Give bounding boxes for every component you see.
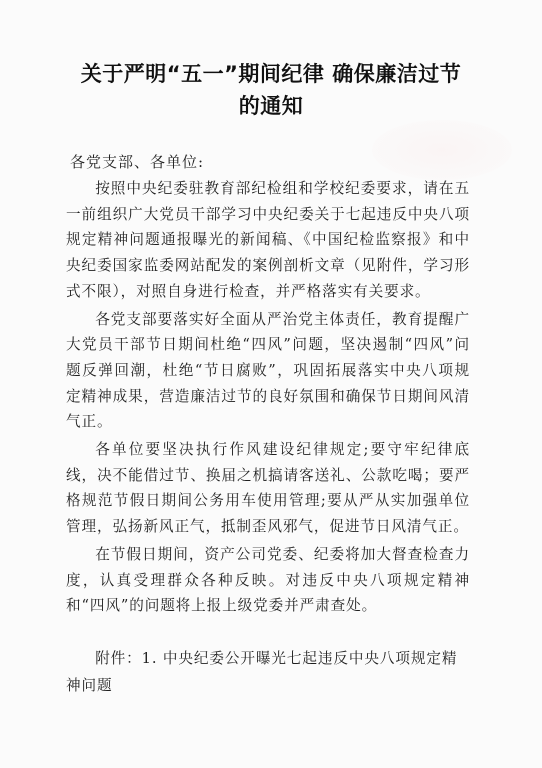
salutation: 各党支部、各单位: [70, 153, 205, 171]
faint-stamp-shadow [372, 120, 512, 180]
attachment-note: 附件：1. 中央纪委公开曝光七起违反中央八项规定精神问题 [66, 650, 458, 694]
paragraph-3: 各单位要坚决执行作风建设纪律规定;要守牢纪律底线，决不能借过节、换届之机搞请客送礼、公款吃喝；要严格规范节假日期间公务用车使用管理;要从严从实加强单位管理，弘扬新风正气，抵制歪风邪气，促进节日风清气正。 [66, 441, 470, 536]
title-line-1: 关于严明“五一”期间纪律 确保廉洁过节 [80, 62, 462, 86]
paragraph-1: 按照中央纪委驻教育部纪检组和学校纪委要求，请在五一前组织广大党员干部学习中央纪委关于七起违反中央八项规定精神问题通报曝光的新闻稿、《中国纪检监察报》和中央纪委国家监委网站配发的案例剖析文章（见附件，学习形式不限），对照自身进行检查，并严格落实有关要求。 [66, 180, 470, 300]
paragraph-4: 在节假日期间，资产公司党委、纪委将加大督查检查力度，认真受理群众各种反映。对违反中央八项规定精神和“四风”的问题将上报上级党委并严肃查处。 [66, 545, 470, 615]
document-body [66, 176, 470, 621]
paragraph-2: 各党支部要落实好全面从严治党主体责任，教育提醒广大党员干部节日期间杜绝“四风”问题，坚决遏制“四风”问题反弹回潮，杜绝“节日腐败”，巩固拓展落实中央八项规定精神成果，营造廉洁过节的良好氛围和确保节日期间风清气正。 [66, 310, 470, 431]
document-title [0, 58, 542, 122]
title-line-2: 的通知 [238, 94, 304, 118]
